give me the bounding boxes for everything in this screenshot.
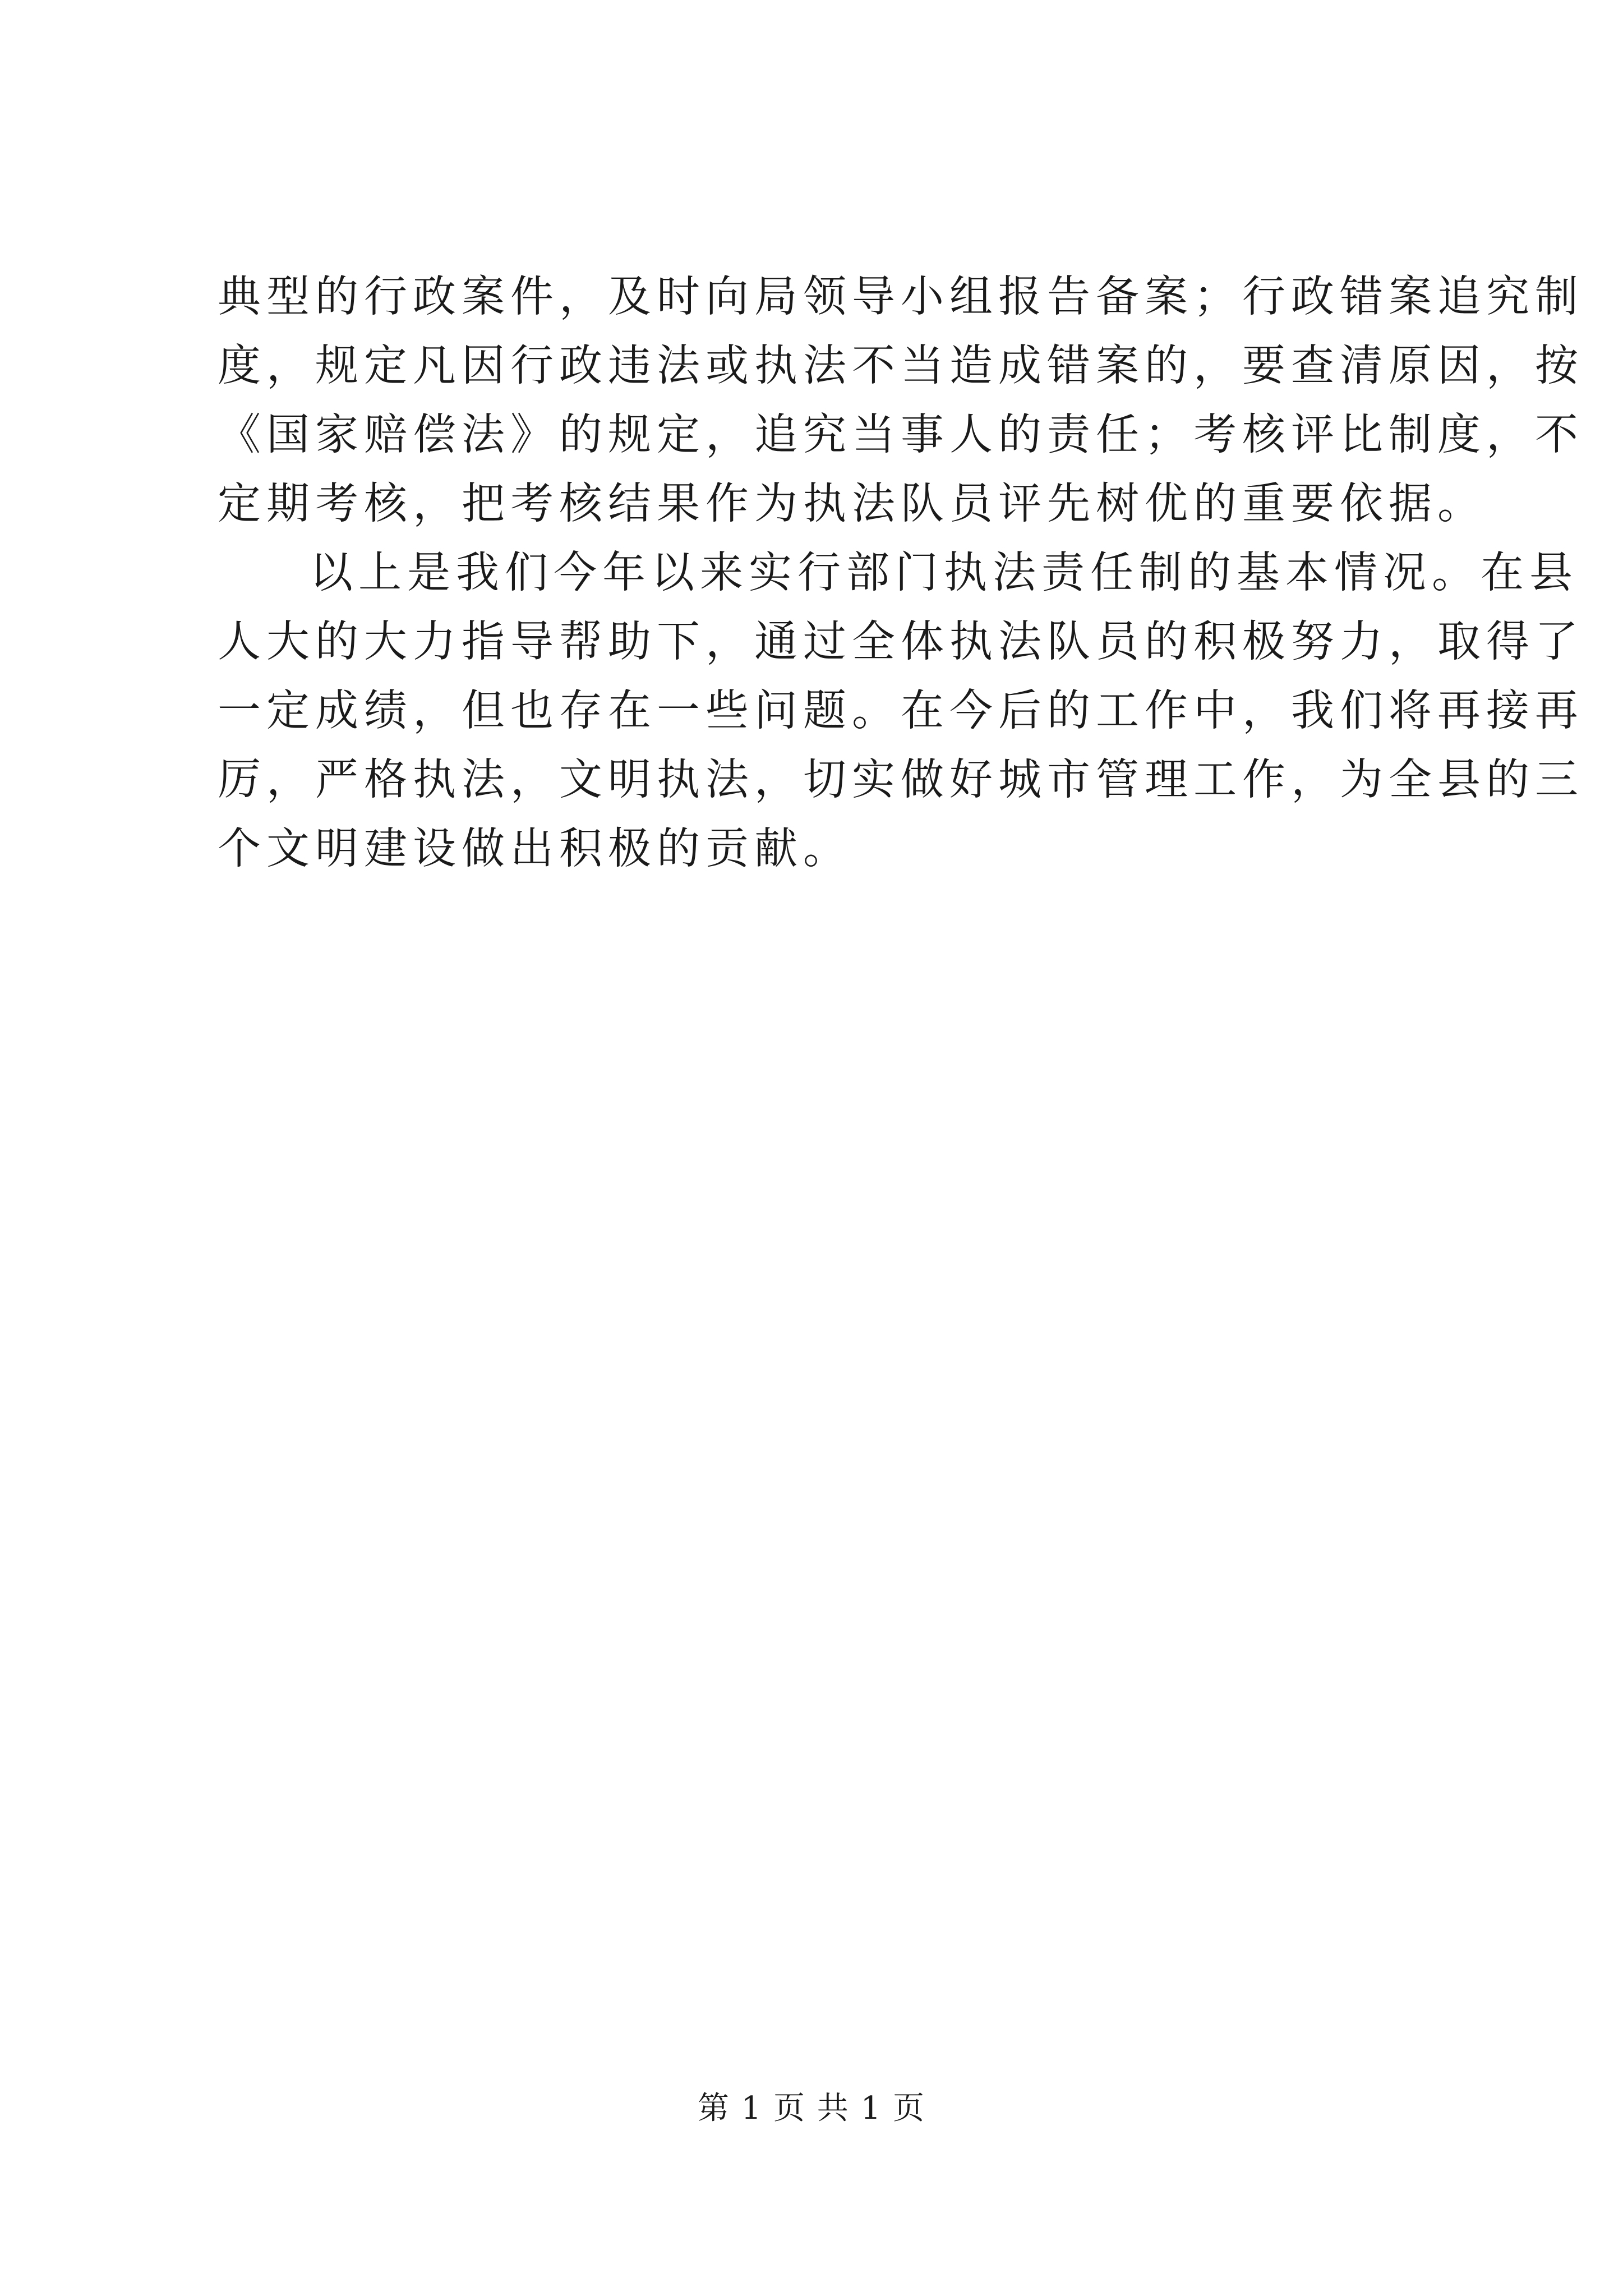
text-line: 度，规定凡因行政违法或执法不当造成错案的，要查清原因，按 (218, 341, 1584, 391)
paragraph-1 (218, 263, 1584, 539)
paragraph-2 (218, 539, 1584, 884)
page-number-footer: 第 1 页 共 1 页 (697, 2090, 926, 2127)
text-line: 典型的行政案件，及时向局领导小组报告备案；行政错案追究制 (218, 272, 1584, 322)
text-line: 以上是我们今年以来实行部门执法责任制的基本情况。在县 (310, 548, 1578, 598)
text-line: 一定成绩，但也存在一些问题。在今后的工作中，我们将再接再 (218, 686, 1584, 736)
text-line: 个文明建设做出积极的贡献。 (218, 824, 852, 874)
document-body (218, 263, 1584, 884)
text-line: 厉，严格执法，文明执法，切实做好城市管理工作，为全县的三 (218, 755, 1584, 805)
text-line: 定期考核，把考核结果作为执法队员评先树优的重要依据。 (218, 479, 1486, 529)
text-line: 人大的大力指导帮助下，通过全体执法队员的积极努力，取得了 (218, 617, 1584, 667)
text-line: 《国家赔偿法》的规定，追究当事人的责任；考核评比制度，不 (218, 410, 1584, 460)
